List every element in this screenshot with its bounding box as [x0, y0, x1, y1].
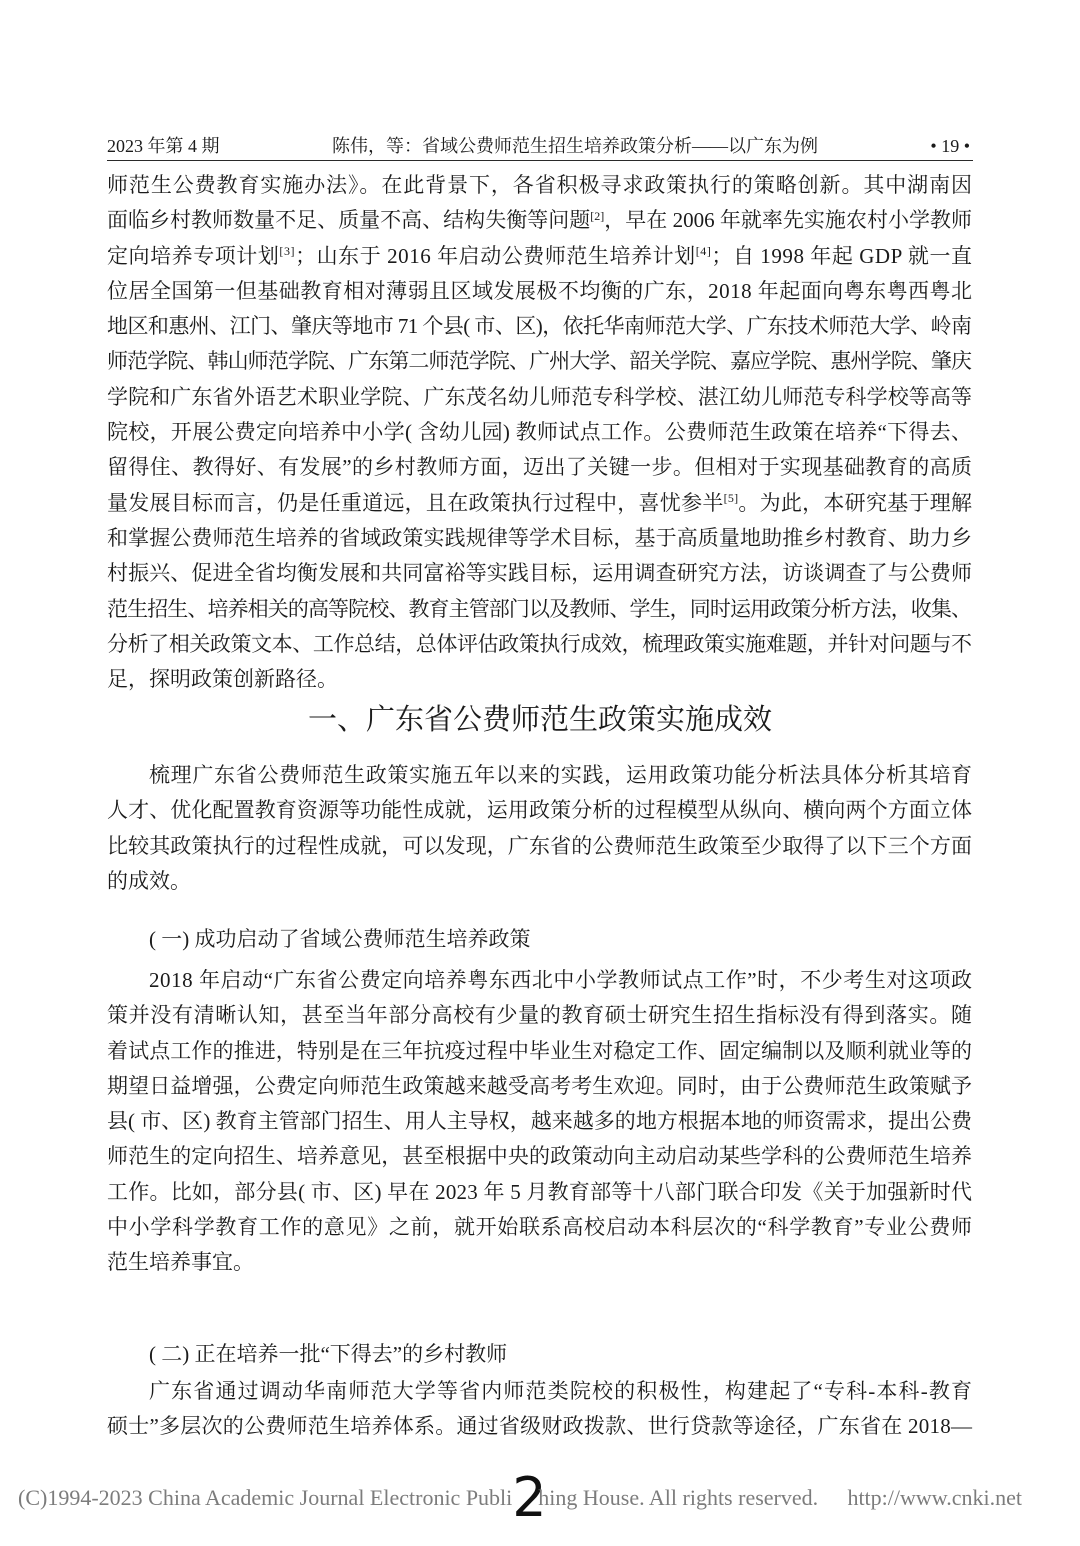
text-line	[107, 1069, 972, 1104]
line-segment: ；自 1998 年起 GDP 就一直	[711, 243, 973, 268]
line-text	[107, 420, 972, 444]
subsection-2-paragraph	[107, 1374, 972, 1445]
text-line	[107, 1034, 972, 1069]
text-line	[107, 239, 972, 274]
page-number: • 19 •	[930, 136, 970, 156]
text-line	[107, 486, 972, 521]
text-line	[107, 1175, 972, 1210]
line-segment: 梳理广东省公费师范生政策实施五年以来的实践，运用政策功能分析法具体分析其培育	[149, 763, 973, 787]
line-segment: 地区和惠州、江门、肇庆等地市 71 个县( 市、区)，依托华南师范大学、广东技术师范大学、岭南	[107, 314, 972, 339]
line-text	[107, 385, 972, 409]
line-text	[107, 1180, 972, 1204]
line-segment: 。为此，本研究基于理解	[738, 490, 973, 515]
line-text	[107, 173, 973, 197]
line-text	[107, 455, 972, 479]
line-segment: 师范生公费教育实施办法》。在此背景下，各省积极寻求政策执行的策略创新。其中湖南因	[107, 173, 973, 197]
running-title: 陈伟，等：省域公费师范生招生培养政策分析——以广东为例	[332, 136, 818, 156]
subsection-1-paragraph	[107, 963, 972, 1281]
text-line	[107, 1245, 972, 1280]
text-line	[107, 450, 972, 485]
text-line	[107, 829, 972, 864]
text-line	[107, 864, 972, 899]
page-stamp-number: 2	[512, 1466, 547, 1529]
line-text	[107, 667, 338, 691]
line-text	[107, 526, 972, 550]
text-line	[107, 963, 972, 998]
line-segment: 广东省通过调动华南师范大学等省内师范类院校的积极性，构建起了“专科-本科-教育	[149, 1379, 974, 1403]
text-line	[107, 1409, 972, 1444]
section-heading: 一、广东省公费师范生政策实施成效	[307, 704, 772, 736]
line-segment: 分析了相关政策文本、工作总结，总体评估政策执行成效，梳理政策实施难题，并针对问题与不	[107, 631, 972, 656]
line-text	[149, 968, 973, 992]
line-segment: 师范学院、韩山师范学院、广东第二师范学院、广州大学、韶关学院、嘉应学院、惠州学院、肇庆	[107, 349, 972, 374]
line-segment: 着试点工作的推进，特别是在三年抗疫过程中毕业生对稳定工作、固定编制以及顺利就业等的	[107, 1038, 973, 1063]
intro-paragraph	[107, 168, 972, 697]
line-segment: 的成效。	[107, 868, 191, 893]
line-segment: 县( 市、区) 教育主管部门招生、用人主导权，越来越多的地方根据本地的师资需求，提出公费	[107, 1109, 973, 1134]
citation-ref: [4]	[695, 244, 712, 259]
line-segment: 院校，开展公费定向培养中小学( 含幼儿园) 教师试点工作。公费师范生政策在培养“下得去、	[107, 420, 973, 445]
text-line	[107, 344, 972, 379]
line-text	[107, 869, 191, 893]
line-text	[107, 1003, 973, 1027]
text-line	[107, 758, 972, 793]
line-text	[107, 798, 972, 822]
line-text	[107, 279, 972, 303]
text-line	[107, 998, 972, 1033]
line-segment: 范生培养事宜。	[107, 1250, 254, 1275]
line-segment: 学院和广东省外语艺术职业学院、广东茂名幼儿师范专科学校、湛江幼儿师范专科学校等高等	[107, 384, 973, 409]
line-segment: 硕士”多层次的公费师范生培养体系。通过省级财政拨款、世行贷款等途径，广东省在 2018—	[107, 1414, 973, 1439]
line-text	[107, 1250, 254, 1274]
line-segment: 比较其政策执行的过程性成就，可以发现，广东省的公费师范生政策至少取得了以下三个方面	[107, 833, 973, 858]
footer-copyright-part: (C)1994-2023 China Academic Journal Electronic Publi	[18, 1485, 513, 1510]
line-text	[149, 763, 973, 787]
section-intro-paragraph	[107, 758, 972, 899]
citation-ref: [2]	[590, 209, 605, 224]
line-segment: 足，探明政策创新路径。	[107, 667, 338, 692]
line-segment: 面临乡村教师数量不足、质量不高、结构失衡等问题	[107, 208, 591, 233]
text-line	[107, 309, 972, 344]
line-segment: 和掌握公费师范生培养的省域政策实践规律等学术目标，基于高质量地助推乡村教育、助力乡	[107, 525, 973, 550]
text-line	[107, 521, 972, 556]
line-text	[149, 1379, 973, 1403]
line-segment: 师范生的定向招生、培养意见，甚至根据中央的政策动向主动启动某些学科的公费师范生培养	[107, 1144, 973, 1169]
citation-ref: [5]	[723, 491, 739, 506]
line-text	[107, 349, 971, 373]
footer-copyright-part: hing House. All rights reserved.	[538, 1485, 819, 1510]
text-line	[107, 662, 972, 697]
footer-url: http://www.cnki.net	[847, 1485, 1022, 1510]
line-segment: 人才、优化配置教育资源等功能性成就，运用政策分析的过程模型从纵向、横向两个方面立体	[107, 798, 973, 823]
line-segment: 2018 年启动“广东省公费定向培养粤东西北中小学教师试点工作”时，不少考生对这项政	[149, 968, 973, 992]
footer-copyright	[18, 1466, 819, 1529]
subsection-heading-1: ( 一) 成功启动了省域公费师范生培养政策	[149, 927, 531, 951]
text-line	[107, 627, 972, 662]
line-text	[107, 1109, 972, 1133]
text-line	[107, 415, 972, 450]
subsection-heading-2: ( 二) 正在培养一批“下得去”的乡村教师	[149, 1342, 508, 1366]
text-line	[107, 203, 972, 238]
line-segment: 范生招生、培养相关的高等院校、教育主管部门以及教师、学生，同时运用政策分析方法，收集、	[107, 596, 972, 621]
journal-issue: 2023 年第 4 期	[107, 136, 220, 156]
line-text	[107, 208, 972, 232]
line-segment: 留得住、教得好、有发展”的乡村教师方面，迈出了关键一步。但相对于实现基础教育的高质	[107, 455, 973, 480]
line-text	[107, 834, 972, 858]
text-line	[107, 380, 972, 415]
line-text	[107, 491, 972, 515]
line-segment: 量发展目标而言，仍是任重道远，且在政策执行过程中，喜忧参半	[107, 490, 724, 515]
line-segment: 位居全国第一但基础教育相对薄弱且区域发展极不均衡的广东，2018 年起面向粤东粤西粤北	[107, 278, 973, 303]
text-line	[107, 1210, 972, 1245]
line-text	[107, 561, 972, 585]
line-text	[107, 1215, 973, 1239]
header-rule	[107, 160, 973, 161]
line-text	[107, 244, 973, 268]
text-line	[107, 168, 972, 203]
text-line	[107, 274, 972, 309]
line-segment: 工作。比如，部分县( 市、区) 早在 2023 年 5 月教育部等十八部门联合印发《关于加强新时代	[107, 1179, 973, 1204]
line-text	[107, 314, 971, 338]
line-text	[107, 1039, 972, 1063]
line-segment: ，早在 2006 年就率先实施农村小学教师	[604, 208, 973, 233]
line-segment: 村振兴、促进全省均衡发展和共同富裕等实践目标，运用调查研究方法，访谈调查了与公费师	[107, 561, 973, 586]
line-segment: 策并没有清晰认知，甚至当年部分高校有少量的教育硕士研究生招生指标没有得到落实。随	[107, 1003, 973, 1028]
text-line	[107, 793, 972, 828]
line-text	[107, 1074, 972, 1098]
line-text	[107, 597, 971, 621]
line-segment: 定向培养专项计划	[107, 243, 280, 268]
line-text	[107, 1414, 972, 1438]
text-line	[107, 1104, 972, 1139]
line-text	[107, 1144, 972, 1168]
line-segment: 中小学科学教育工作的意见》之前，就开始联系高校启动本科层次的“科学教育”专业公费师	[107, 1215, 973, 1240]
line-text	[107, 632, 972, 656]
text-line	[107, 1374, 972, 1409]
citation-ref: [3]	[279, 244, 296, 259]
text-line	[107, 592, 972, 627]
text-line	[107, 1139, 972, 1174]
line-segment: 期望日益增强，公费定向师范生政策越来越受高考考生欢迎。同时，由于公费师范生政策赋予	[107, 1073, 973, 1098]
line-segment: ；山东于 2016 年启动公费师范生培养计划	[295, 243, 696, 268]
text-line	[107, 556, 972, 591]
